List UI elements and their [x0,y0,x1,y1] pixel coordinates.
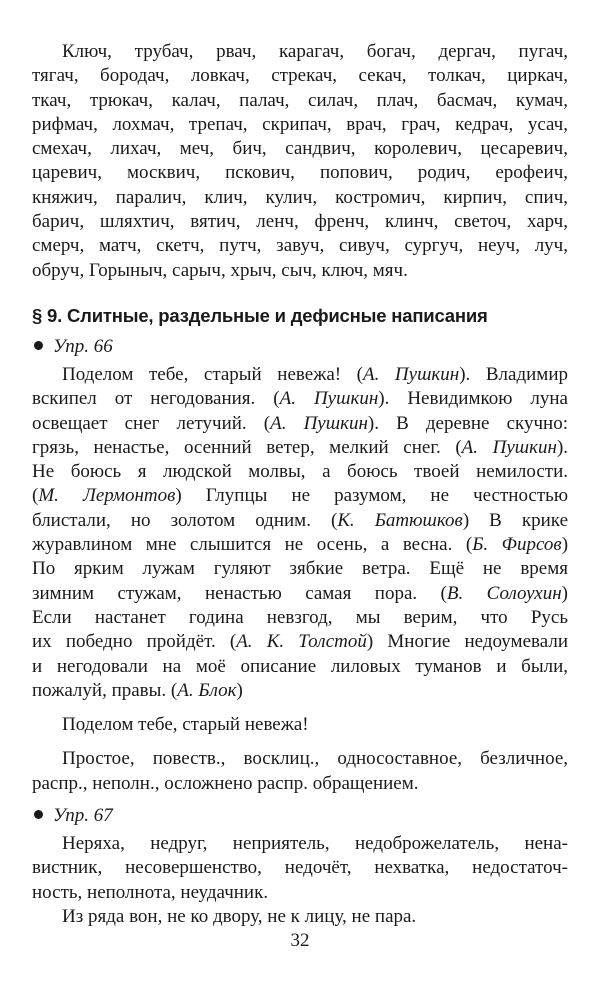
word-list-line: Ключ, трубач, рвач, карагач, богач, дергач, пугач, [62,41,568,62]
word-list-line: ткач, трюкач, калач, палач, силач, плач, басмач, кумач, [32,89,568,111]
exercise-67-text [32,832,568,905]
exercise-66-line [32,533,568,557]
text-run: журавлином мне слышится не осень, а весна. ( [32,534,473,556]
word-list-line: тягач, бородач, ловкач, стрекач, секач, толкач, циркач, [32,65,568,87]
author-name: А. К. Толстой [236,631,367,653]
text-run: ) В крике [462,509,568,531]
exercise-66-line [32,655,568,679]
author-name: Б. Фирсов [472,534,562,556]
text-run: ) [561,582,568,604]
exercise-66-label: Упр. 66 [32,335,568,359]
text-run: их победно пройдёт. ( [32,631,237,653]
word-list-line: смехач, лихач, меч, бич, сандвич, королевич, цесаревич, [32,138,568,160]
text-run: вскипел от негодования. ( [32,388,280,410]
text-run: грязь, ненастье, осенний ветер, мелкий снег. ( [32,436,462,458]
word-list-line: княжич, паралич, клич, кулич, костромич, кирпич, спич, [32,186,568,208]
page-number: 32 [290,930,310,951]
text-run: ( [32,485,39,507]
text-run: ). [556,436,569,458]
text-run: освещает снег летучий. ( [32,412,271,434]
word-list-line: обруч, Горыныч, сарыч, хрыч, сыч, ключ, мяч. [32,259,408,281]
exercise-66-line [32,412,568,436]
word-list [32,40,568,283]
text-run: По ярким лужам гуляют зябкие ветра. Ещё не время [32,558,568,580]
exercise-66-line [32,582,568,606]
author-name: А. Пушкин [270,412,368,434]
text-run: ). Невидимкою луна [378,388,568,410]
word-list-line: царевич, москвич, пскович, попович, родич, ерофеич, [32,162,568,184]
exercise-67-line: Неряха, недруг, неприятель, недоброжелатель, нена- [62,833,568,855]
exercise-67-line: вистник, несовершенство, недочёт, нехватка, недостаточ- [32,857,568,879]
text-run: зимним стужам, ненастью самая пора. ( [32,582,447,604]
word-list-line: барич, шляхтич, вятич, ленч, френч, клинч, светоч, харч, [32,211,568,233]
bullet-icon [34,341,43,350]
text-run: и негодовали на моё описание лиловых туманов и были, [32,655,568,677]
text-run: ) Глупцы не разумом, не честностью [175,485,569,507]
exercise-66-line [32,460,568,484]
exercise-66-line [32,606,568,630]
text-run: Если настанет година невзгод, мы верим, что Русь [32,606,568,628]
author-name: М. Лермонтов [38,485,176,507]
exercise-66-line [32,557,568,581]
analysis-line: Простое, повеств., восклиц., односоставное, безличное, [62,748,568,770]
text-run: ) [236,679,243,701]
bullet-icon [34,810,43,819]
exercise-67-answer: Из ряда вон, не ко двору, не к лицу, не пара. [62,905,417,927]
page-content [32,40,568,929]
exercise-66-example: Поделом тебе, старый невежа! [62,714,309,736]
author-name: А. Пушкин [362,363,460,385]
text-run: ). Владимир [459,363,568,385]
text-run: Поделом тебе, старый невежа! ( [62,363,363,385]
exercise-66-line [32,630,568,654]
exercise-66-line [32,436,568,460]
word-list-line: рифмач, лохмач, трепач, скрипач, врач, грач, кедрач, усач, [32,113,568,135]
exercise-66-line [32,679,568,703]
analysis-line: распр., неполн., осложнено распр. обращением. [32,772,419,794]
exercise-66-line [32,387,568,411]
author-name: А. Пушкин [461,436,557,458]
exercise-66-line [32,509,568,533]
exercise-66-analysis [32,747,568,796]
exercise-67-line: ность, неполнота, неудачник. [32,881,269,903]
word-list-line: смерч, матч, скетч, путч, завуч, сивуч, сургуч, неуч, луч, [32,235,568,257]
section-heading: § 9. Слитные, раздельные и дефисные написания [32,304,488,326]
text-run: Не боюсь я людской молвы, а боюсь твоей немилости. [32,461,568,483]
text-run: ) [561,534,569,556]
exercise-66-line [32,363,568,387]
exercise-67-label: Упр. 67 [32,804,568,828]
text-run: ). В деревне скучно: [367,412,568,434]
author-name: А. Пушкин [279,388,379,410]
author-name: А. Блок [177,679,237,701]
text-run: блистали, но золотом одним. ( [32,509,338,531]
exercise-66-line [32,484,568,508]
author-name: В. Солоухин [446,582,562,604]
text-run: пожалуй, правы. ( [32,679,178,701]
author-name: К. Батюшков [337,509,463,531]
exercise-66-text [32,363,568,703]
text-run: ) Многие недоумевали [366,631,568,653]
